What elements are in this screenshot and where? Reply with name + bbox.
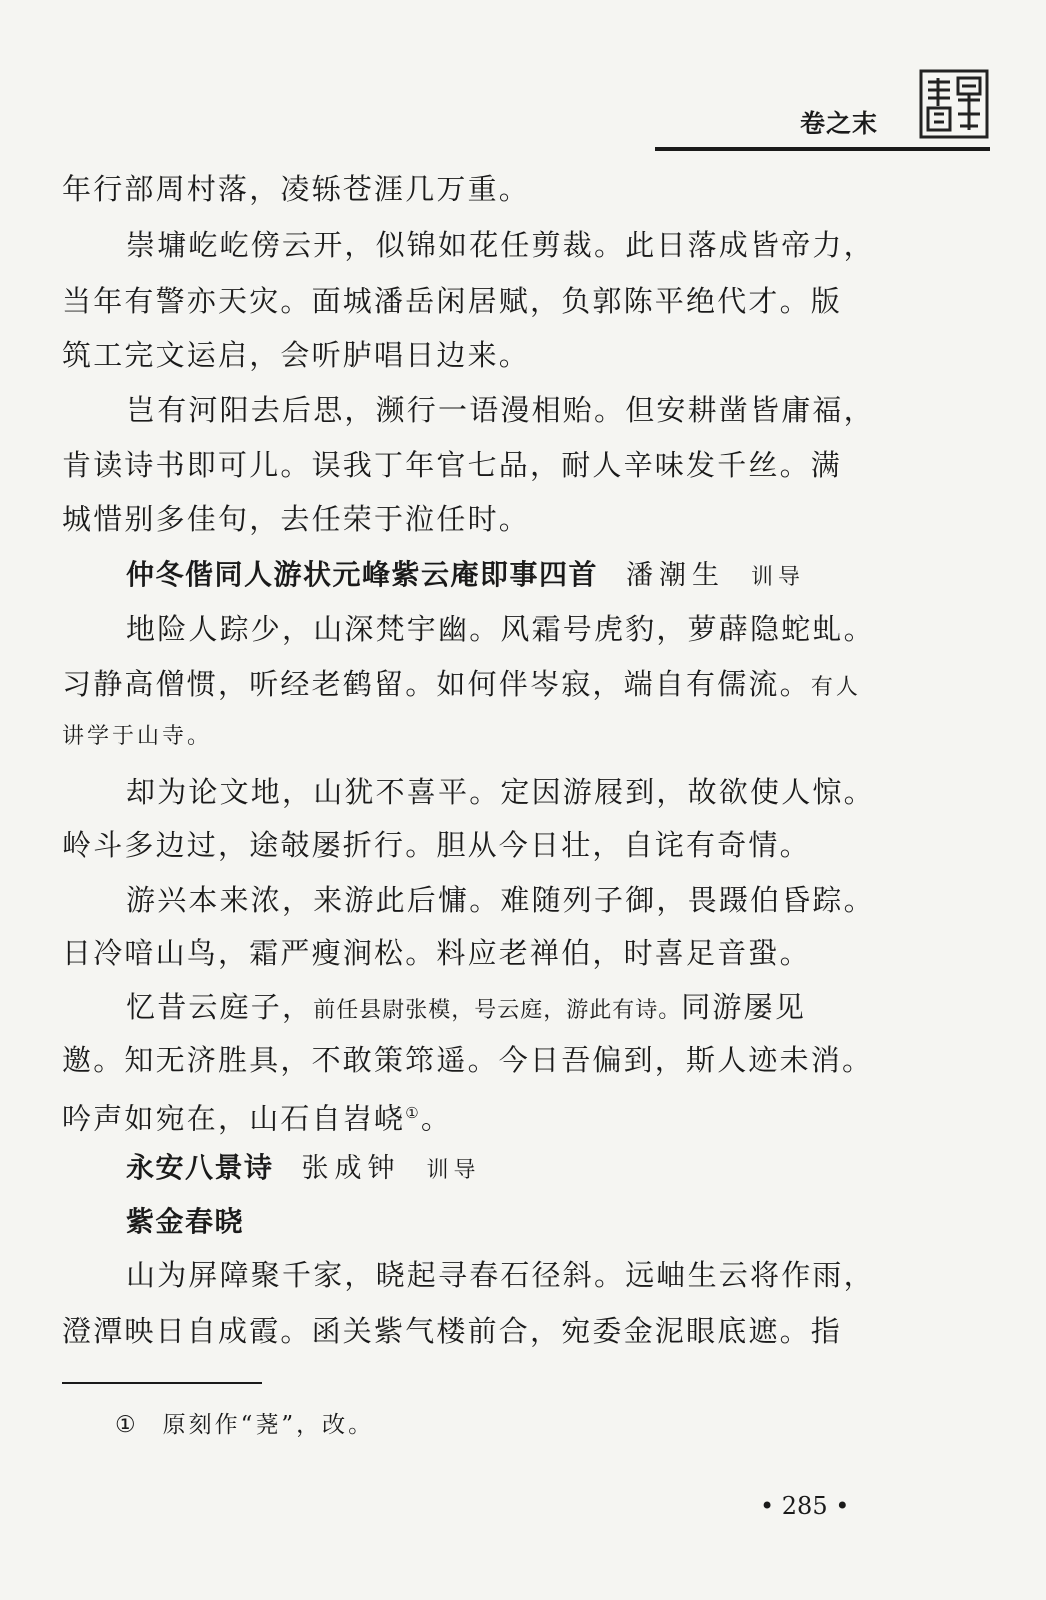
text-line: 岂有河阳去后思，濒行一语漫相贻。但安耕凿皆庸福， — [126, 393, 875, 427]
text-line — [62, 659, 892, 709]
text-line: 日冷喑山鸟，霜严瘦涧松。料应老禅伯，时喜足音蛩。 — [62, 936, 811, 970]
inline-note: 前任县尉张模，号云庭，游此有诗。 — [313, 998, 682, 1023]
footnote-rule — [62, 1382, 262, 1384]
text-segment: 同游屡见 — [681, 990, 807, 1024]
inline-note: 有人 — [810, 675, 861, 700]
footnote-ref[interactable]: ① — [405, 1104, 421, 1122]
text-segment: 习静高僧惯，听经老鹤留。如何伴岑寂，端自有儒流。 — [62, 667, 811, 701]
text-line: 邀。知无济胜具，不敢策筇遥。今日吾偏到，斯人迹未消。 — [62, 1043, 874, 1077]
footnote — [115, 1406, 374, 1439]
text-line: 筑工完文运启，会听胪唱日边来。 — [62, 338, 531, 372]
text-line: 城惜别多佳句，去任荣于涖任时。 — [62, 502, 531, 536]
author-role: 训导 — [751, 565, 806, 590]
text-line: 地险人踪少，山深梵宇幽。风霜号虎豹，萝薜隐蛇虬。 — [126, 612, 875, 646]
text-line: 却为论文地，山犹不喜平。定因游屐到，故欲使人惊。 — [126, 775, 875, 809]
footnote-mark: ① — [115, 1412, 139, 1438]
text-line: 游兴本来浓，来游此后慵。难随列子御，畏蹑伯昏踪。 — [126, 883, 875, 917]
page-number: • 285 • — [760, 1492, 850, 1520]
text-line: 山为屏障聚千家，晓起寻春石径斜。远岫生云将作雨， — [126, 1258, 875, 1292]
text-line: 当年有警亦天灾。面城潘岳闲居赋，负郭陈平绝代才。版 — [62, 284, 843, 318]
text-segment: 吟声如宛在，山石自岧峣 — [62, 1101, 406, 1136]
text-segment: 忆昔云庭子， — [126, 990, 314, 1024]
text-line: 年行部周村落，凌轹苍涯几万重。 — [62, 172, 531, 206]
footnote-text: 原刻作“荛”，改。 — [162, 1412, 375, 1438]
text-line: 岭斗多边过，途攲屡折行。胆从今日壮，自诧有奇情。 — [62, 828, 811, 862]
poem-heading — [126, 1142, 892, 1192]
text-segment: 。 — [420, 1101, 453, 1136]
seal-stamp-icon — [918, 68, 990, 140]
sub-title-text: 紫金春晓 — [126, 1205, 245, 1238]
author-role: 训导 — [426, 1158, 481, 1183]
poem-heading — [126, 549, 892, 599]
poem-author: 张成钟 — [301, 1153, 401, 1184]
text-line — [62, 1088, 892, 1138]
header-rule — [655, 147, 990, 151]
poem-title: 永安八景诗 — [126, 1151, 274, 1184]
text-line: 崇墉屹屹傍云开，似锦如花任剪裁。此日落成皆帝力， — [126, 228, 875, 262]
section-header: 卷之末 — [800, 109, 879, 138]
inline-note-line: 讲学于山寺。 — [62, 724, 213, 749]
poem-author: 潘潮生 — [626, 560, 726, 591]
sub-title — [126, 1196, 892, 1246]
text-line: 澄潭映日自成霞。函关紫气楼前合，宛委金泥眼底遮。指 — [62, 1314, 843, 1348]
text-line — [126, 982, 892, 1032]
text-line: 肯读诗书即可儿。误我丁年官七品，耐人辛味发千丝。满 — [62, 448, 843, 482]
poem-title: 仲冬偕同人游状元峰紫云庵即事四首 — [126, 558, 599, 591]
